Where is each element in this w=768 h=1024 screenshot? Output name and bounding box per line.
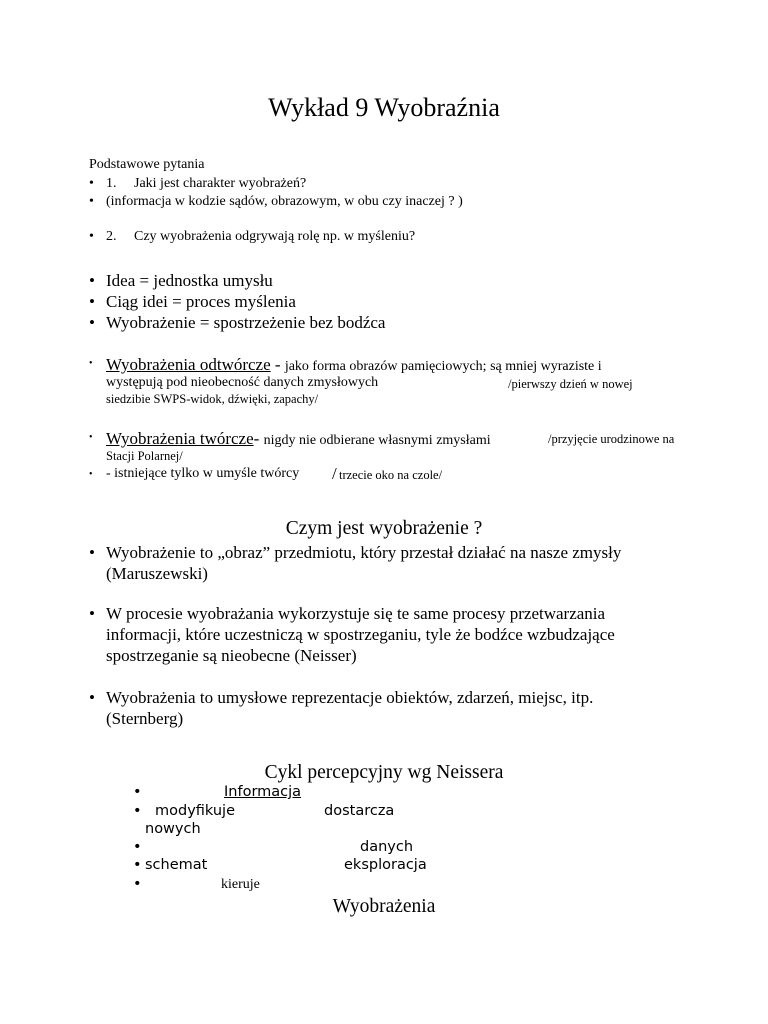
item-text: (informacja w kodzie sądów, obrazowym, w obu czy inaczej ? ) <box>106 194 463 209</box>
type-creative <box>89 429 491 448</box>
bullet: • <box>89 432 93 443</box>
cycle-modyfikuje: modyfikuje <box>155 803 236 819</box>
cycle-dostarcza: dostarcza <box>324 803 395 819</box>
cycle-bullet: • <box>133 876 142 892</box>
item-line: (Maruszewski) <box>106 564 208 583</box>
cycle-danych: danych <box>360 839 414 855</box>
item-line: spostrzeganie są nieobecne (Neisser) <box>106 646 357 665</box>
bullet: • <box>89 688 95 707</box>
item-line: (Sternberg) <box>106 709 184 728</box>
bullet: • <box>89 176 94 191</box>
cycle-bullet: • <box>133 803 142 819</box>
definition-3 <box>89 313 386 333</box>
section-item-3 <box>89 688 594 728</box>
intro-item-3 <box>89 229 416 245</box>
bullet: • <box>89 271 95 290</box>
item-line: Wyobrażenia to umysłowe reprezentacje obiektów, zdarzeń, miejsc, itp. <box>106 688 594 707</box>
creative-desc: nigdy nie odbierane własnymi zmysłami <box>263 433 491 448</box>
definition-text: Ciąg idei = proces myślenia <box>106 292 296 311</box>
creative-extra-text: - istniejące tylko w umyśle twórcy <box>106 466 300 481</box>
dash: - <box>253 429 264 448</box>
definition-1 <box>89 271 273 291</box>
bullet: • <box>89 543 95 562</box>
cycle-bullet: • <box>133 839 142 855</box>
type-reproductive <box>89 355 602 374</box>
creative-extra-note: trzecie oko na czole/ <box>339 468 443 482</box>
item-line: informacji, które uczestniczą w spostrzeganiu, tyle że bodźce wzbudzające <box>106 625 615 644</box>
intro-item-2 <box>89 194 463 210</box>
cycle-nowych: nowych <box>145 821 201 837</box>
bullet: • <box>89 194 94 209</box>
intro-item-1 <box>89 176 307 192</box>
cycle-informacja: Informacja <box>224 784 302 800</box>
bullet: • <box>89 469 93 480</box>
item-line: W procesie wyobrażania wykorzystuje się te same procesy przetwarzania <box>106 604 606 623</box>
item-text: Jaki jest charakter wyobrażeń? <box>134 176 307 191</box>
cycle-schemat: schemat <box>145 857 208 873</box>
page-title: Wykład 9 Wyobraźnia <box>268 93 500 122</box>
bullet: • <box>89 313 95 332</box>
definition-text: Idea = jednostka umysłu <box>106 271 273 290</box>
item-text: Czy wyobrażenia odgrywają rolę np. w myśleniu? <box>134 229 416 244</box>
bullet: • <box>89 292 95 311</box>
definition-2 <box>89 292 296 312</box>
creative-extra-slash: / <box>332 464 337 483</box>
section-heading: Czym jest wyobrażenie ? <box>285 518 483 539</box>
item-number: 1. <box>106 176 117 191</box>
term-creative: Wyobrażenia twórcze <box>106 429 254 448</box>
creative-note-2: Stacji Polarnej/ <box>106 449 183 463</box>
section-item-1 <box>89 543 622 583</box>
bullet: • <box>89 358 93 369</box>
cycle-kieruje: kieruje <box>221 877 260 892</box>
item-number: 2. <box>106 229 117 244</box>
cycle-heading: Cykl percepcyjny wg Neissera <box>264 762 504 783</box>
reproductive-note-1: /pierwszy dzień w nowej <box>508 377 633 391</box>
cycle-bullet: • <box>133 857 142 873</box>
bullet: • <box>89 604 95 623</box>
bullet: • <box>89 229 94 244</box>
creative-extra <box>89 464 443 484</box>
term-reproductive: Wyobrażenia odtwórcze <box>106 355 271 374</box>
reproductive-desc-2: występują pod nieobecność danych zmysłowych <box>106 375 379 390</box>
intro-heading: Podstawowe pytania <box>89 157 205 172</box>
creative-note-1: /przyjęcie urodzinowe na <box>548 432 675 446</box>
reproductive-desc-1: jako forma obrazów pamięciowych; są mniej wyraziste i <box>284 359 602 374</box>
reproductive-note-2: siedzibie SWPS-widok, dźwięki, zapachy/ <box>106 392 319 406</box>
definition-text: Wyobrażenie = spostrzeżenie bez bodźca <box>106 313 386 332</box>
cycle-eksploracja: eksploracja <box>344 857 427 873</box>
item-line: Wyobrażenie to „obraz” przedmiotu, który przestał działać na nasze zmysły <box>106 543 622 562</box>
section-item-2 <box>89 604 615 665</box>
cycle-bullet: • <box>133 784 142 800</box>
dash: - <box>270 355 285 374</box>
cycle-bottom: Wyobrażenia <box>332 896 436 917</box>
